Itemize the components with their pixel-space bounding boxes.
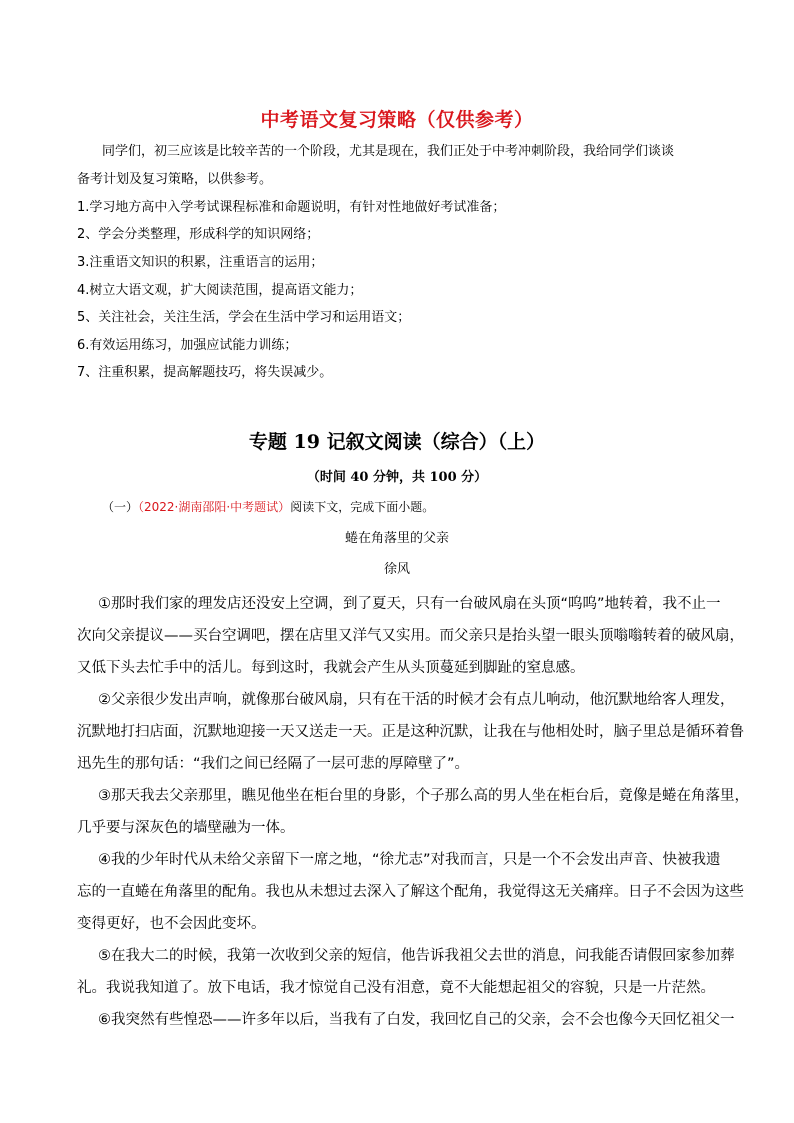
story-line: 沉默地打扫店面，沉默地迎接一天又送走一天。正是这种沉默，让我在与他相处时，脑子里总是循环着鲁 bbox=[77, 724, 744, 740]
story-title: 蜷在角落里的父亲 bbox=[344, 531, 449, 546]
story-line: ④我的少年时代从未给父亲留下一席之地，“徐尤志”对我而言，只是一个不会发出声音、快被我遗 bbox=[98, 852, 721, 868]
strategy-item: 7、注重积累，提高解题技巧，将失误减少。 bbox=[77, 365, 333, 380]
strategy-item: 5、关注社会，关注生活，学会在生活中学习和运用语文； bbox=[77, 310, 411, 325]
strategy-item: 2、学会分类整理，形成科学的知识网络； bbox=[77, 227, 320, 242]
question-instruction: 阅读下文，完成下面小题。 bbox=[290, 500, 435, 514]
story-author: 徐风 bbox=[383, 562, 410, 577]
strategy-item: 1.学习地方高中入学考试课程标准和命题说明，有针对性地做好考试准备； bbox=[77, 200, 506, 215]
story-line: 礼。我说我知道了。放下电话，我才惊觉自己没有泪意，竟不大能想起祖父的容貌，只是一片茫然。 bbox=[77, 980, 715, 996]
story-line: ②父亲很少发出声响，就像那台破风扇，只有在干活的时候才会有点儿响动，他沉默地给客人理发， bbox=[98, 692, 735, 708]
story-line: 忘的一直蜷在角落里的配角。我也从未想过去深入了解这个配角，我觉得这无关痛痒。日子不会因为这些 bbox=[77, 884, 744, 900]
strategy-item: 4.树立大语文观，扩大阅读范围，提高语文能力； bbox=[77, 283, 363, 298]
story-line: 几乎要与深灰色的墙壁融为一体。 bbox=[77, 820, 295, 836]
story-line: ⑥我突然有些惶恐——许多年以后，当我有了白发，我回忆自己的父亲，会不会也像今天回忆祖父一 bbox=[98, 1012, 735, 1028]
story-line: ①那时我们家的理发店还没安上空调，到了夏天，只有一台破风扇在头顶“呜呜”地转着，我不止一 bbox=[98, 596, 721, 612]
page-title: 中考语文复习策略（仅供参考） bbox=[260, 109, 534, 131]
intro-line-2: 备考计划及复习策略，以供参考。 bbox=[77, 172, 273, 187]
intro-line-1: 同学们，初三应该是比较辛苦的一个阶段，尤其是现在，我们正处于中考冲刺阶段，我给同学们谈谈 bbox=[102, 144, 675, 159]
question-source: （2022·湖南邵阳·中考题试） bbox=[138, 500, 291, 514]
story-line: 迅先生的那句话：“我们之间已经隔了一层可悲的厚障壁了”。 bbox=[77, 756, 470, 772]
story-line: 变得更好，也不会因此变坏。 bbox=[77, 916, 266, 932]
story-line: ③那天我去父亲那里，瞧见他坐在柜台里的身影，个子那么高的男人坐在柜台后，竟像是蜷在角落里， bbox=[98, 788, 749, 804]
strategy-item: 6.有效运用练习，加强应试能力训练； bbox=[77, 338, 298, 353]
section-title: 专题 19 记叙文阅读（综合）（上） bbox=[248, 431, 546, 453]
question-prefix: （一） bbox=[102, 500, 139, 514]
story-line: 又低下头去忙手中的活儿。每到这时，我就会产生从头顶蔓延到脚趾的窒息感。 bbox=[77, 660, 585, 676]
strategy-item: 3.注重语文知识的积累，注重语言的运用； bbox=[77, 255, 324, 270]
section-subtitle: （时间 40 分钟，共 100 分） bbox=[306, 470, 488, 485]
story-line: ⑤在我大二的时候，我第一次收到父亲的短信，他告诉我祖父去世的消息，问我能否请假回家参加葬 bbox=[98, 948, 735, 964]
story-line: 次向父亲提议——买台空调吧，摆在店里又洋气又实用。而父亲只是抬头望一眼头顶嗡嗡转着的破风扇， bbox=[77, 628, 744, 644]
question-intro bbox=[102, 498, 434, 516]
